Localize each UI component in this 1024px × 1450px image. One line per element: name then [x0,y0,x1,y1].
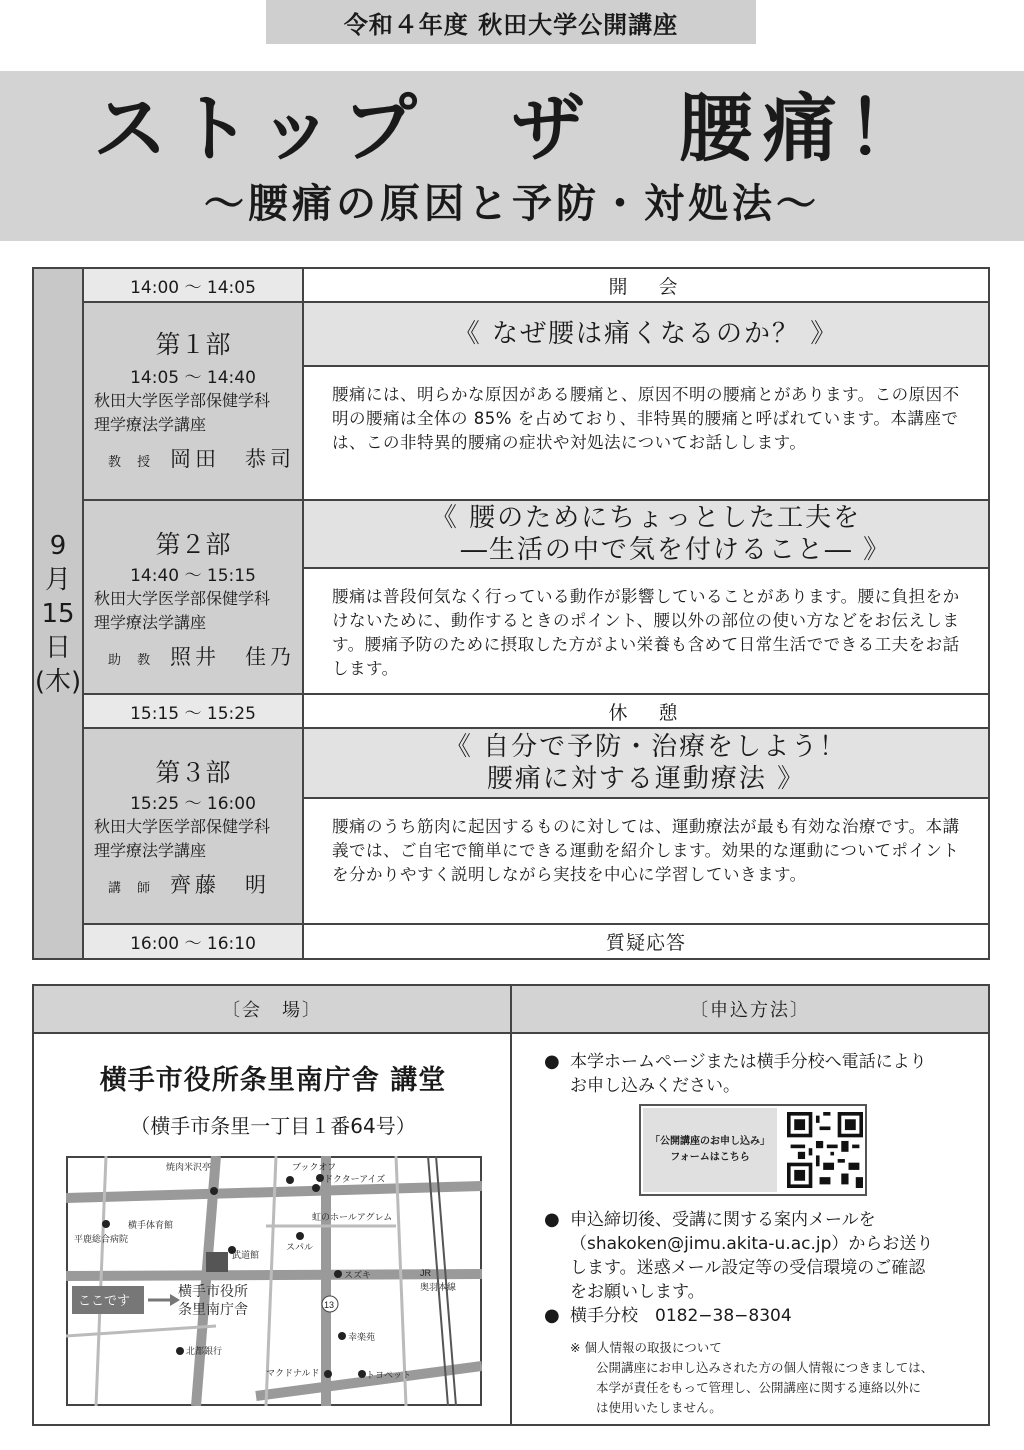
map-label-3: 虹のホールアグレム [312,1212,393,1222]
part2-affil1: 秋田大学医学部保健学科 [94,589,271,608]
part2-topic-line2: ―生活の中で気を付けること― 》 [460,535,892,565]
map-label-7: スパル [286,1242,314,1252]
part2-name: 照井 佳乃 [170,645,295,669]
break-label: 休 憩 [304,695,988,729]
map-label-0: 焼肉米沢亭 [166,1162,212,1172]
venue-map [66,1156,482,1406]
part1-desc: 腰痛には、明らかな原因がある腰痛と、原因不明の腰痛とがあります。この原因不明の腰痛は全体の 85% を占めており、非特異的腰痛と呼ばれています。本講座では、この非特異的腰痛の症状や対処法についてお話しします。 [304,367,988,501]
part2-title: 第２部 [155,530,231,559]
part2-desc: 腰痛は普段何気なく行っている動作が影響していることがあります。腰に負担をかけないために、動作するときのポイント、腰以外の部位の使い方などをお伝えします。腰痛予防のために摂取した方がよい栄養も含めて日常生活でできる工夫をお話します。 [304,569,988,695]
part2-affil2: 理学療法学講座 [94,613,207,632]
map-label-12: トヨペット [366,1370,412,1380]
map-label-2: ドクターアイズ [324,1174,386,1184]
opening-label: 開 会 [304,269,988,303]
venue-header: 〔会 場〕 [34,986,512,1034]
info-box [32,984,990,1426]
part3-affil1: 秋田大学医学部保健学科 [94,817,271,836]
qr-label-1: 「公開講座のお申し込み」 [650,1136,770,1147]
map-label-5: 平鹿総合病院 [74,1234,129,1244]
apply-header: 〔申込方法〕 [512,986,988,1034]
apply-bullet-3 [544,1304,792,1328]
part3-info [84,729,304,925]
note-title: ※ 個人情報の取扱について [570,1340,722,1355]
part1-affil1: 秋田大学医学部保健学科 [94,391,271,410]
date-day: 15 [41,598,75,629]
qa-label: 質疑応答 [605,932,686,954]
part3-desc: 腰痛のうち筋肉に起因するものに対しては、運動療法が最も有効な治療です。本講義では、ご自宅で簡単にできる運動を紹介します。効果的な運動についてポイントを分かりやすく説明しながら実技を中心に学習していきます。 [304,799,988,925]
part2-rank: 助 教 [108,653,157,668]
note-line3: は使用いたしません。 [596,1400,722,1415]
qr-code-icon[interactable] [787,1112,863,1188]
schedule-table [32,267,990,960]
part3-rank: 講 師 [108,881,157,896]
event-banner: 令和４年度 秋田大学公開講座 [266,0,756,44]
map-label-8: スズキ [344,1270,372,1280]
part3-name: 齊藤 明 [170,873,270,897]
apply-b1-line1: 本学ホームページまたは横手分校へ電話により [570,1052,927,1072]
part1-title: 第１部 [155,330,231,359]
apply-bullet-1 [544,1050,927,1098]
date-column [34,269,84,958]
part3-speaker [84,869,302,899]
part1-time: 14:05 ～ 14:40 [130,368,256,388]
part1-name: 岡田 恭司 [170,447,295,471]
part1-speaker [84,443,302,473]
bullet-icon: ● [544,1305,560,1326]
bullet-icon: ● [544,1051,560,1072]
apply-b2-line4: をお願いします。 [570,1282,705,1302]
break-time: 15:15 ～ 15:25 [84,695,304,729]
part3-topic-line2: 腰痛に対する運動療法 》 [486,764,806,794]
map-target2: 条里南庁舎 [178,1301,248,1317]
part2-speaker [84,641,302,671]
part1-topic-line1: 《 なぜ腰は痛くなるのか？ 》 [453,319,839,349]
part3-title: 第３部 [155,758,231,787]
qr-label [643,1108,777,1192]
note-line2: 本学が責任をもって管理し、公開講座に関する連絡以外に [596,1380,922,1395]
apply-b1-line2: お申し込みください。 [570,1076,740,1096]
map-here-label: ここです [78,1293,131,1308]
note-line1: 公開講座にお申し込みされた方の個人情報につきましては、 [596,1360,934,1375]
part3-topic [304,729,988,799]
part2-topic [304,501,988,569]
part3-affil2: 理学療法学講座 [94,841,207,860]
map-label-9: 北都銀行 [186,1346,223,1356]
part1-rank: 教 授 [108,455,157,470]
apply-email-line[interactable]: （shakoken@jimu.akita-u.ac.jp）からお送り [570,1234,934,1254]
qr-form-box[interactable] [639,1104,867,1196]
map-route-number: 13 [324,1300,335,1310]
part3-topic-line1: 《 自分で予防・治療をしよう！ [444,732,848,762]
apply-bullet-2 [544,1208,933,1304]
opening-time: 14:00 ～ 14:05 [84,269,304,303]
map-label-11: マクドナルド [266,1368,320,1378]
date-month-unit: 月 [44,564,71,595]
venue-address: （横手市条里一丁目１番64号） [130,1114,416,1138]
map-label-1: ブックオフ [292,1162,337,1172]
part1-affil2: 理学療法学講座 [94,415,207,434]
map-line-label: 奥羽本線 [420,1282,457,1292]
bullet-icon: ● [544,1209,560,1230]
date-month: 9 [49,530,67,561]
page-title: ストップ ザ 腰痛！ [93,86,931,172]
map-rail-label: JR [420,1268,431,1278]
map-target1: 横手市役所 [178,1283,248,1299]
map-label-6: 武道館 [232,1250,260,1260]
page-subtitle: 〜腰痛の原因と予防・対処法〜 [204,181,820,227]
part2-topic-line1: 《 腰のためにちょっとした工夫を [430,503,862,533]
qa-time: 16:00 ～ 16:10 [84,925,304,958]
map-label-10: 幸楽苑 [348,1332,376,1342]
part2-info [84,501,304,695]
apply-phone[interactable]: 横手分校 0182−38−8304 [570,1306,792,1326]
part3-time: 15:25 ～ 16:00 [130,794,256,814]
date-weekday: (木) [34,666,82,697]
venue-building-marker [206,1252,228,1272]
apply-b2-line1: 申込締切後、受講に関する案内メールを [570,1210,876,1230]
part1-topic [304,303,988,367]
qr-label-2: フォームはこちら [670,1152,750,1163]
part1-info [84,303,304,501]
date-day-unit: 日 [44,632,71,663]
map-label-4: 横手体育館 [128,1220,174,1230]
part2-time: 14:40 ～ 15:15 [130,566,256,586]
apply-b2-line3: します。迷惑メール設定等の受信環境のご確認 [570,1258,926,1278]
privacy-note [570,1338,933,1418]
venue-name: 横手市役所条里南庁舎 講堂 [99,1065,447,1096]
